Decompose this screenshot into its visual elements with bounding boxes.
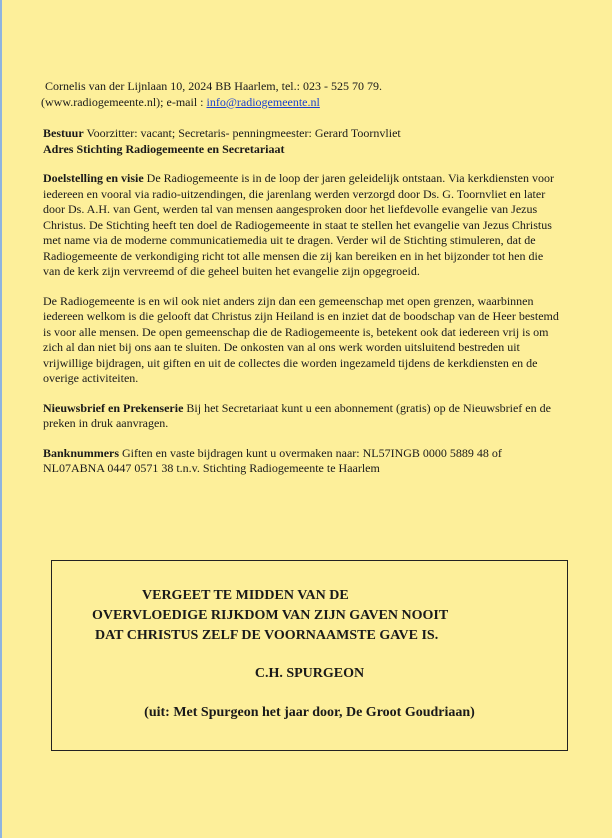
email-link[interactable]: info@radiogemeente.nl	[206, 94, 320, 109]
doelstelling-text: De Radiogemeente is in de loop der jaren geleidelijk ontstaan. Via kerkdiensten voor iedereen en vooral via radio-uitzendingen, die jarenlang werden verzorgd door Ds. G. Toornvliet en later door Ds. A.H. van Gent, werden tal van mensen aangesproken door het liefdevolle evangelie van Jezus Christus. De Stichting heeft ten doel de Radiogemeente in staat te stellen het evangelie van Jezus Christus met name via de moderne communicatiemedia uit te dragen. Verder wil de Stichting stimuleren, dat de Radiogemeente de verkondiging richt tot alle mensen die zij kan bereiken en in het bijzonder tot hen die van de kerk zijn vervreemd of die geheel buiten het evangelie zijn opgegroeid.	[43, 171, 554, 278]
bank-section	[43, 446, 563, 477]
gemeenschap-section	[43, 294, 563, 387]
quote-author: C.H. SPURGEON	[254, 666, 365, 681]
doelstelling-label: Doelstelling en visie	[43, 171, 144, 185]
bank-label: Banknummers	[43, 445, 120, 460]
address-line	[43, 79, 563, 95]
nieuwsbrief-label: Nieuwsbrief en Prekenserie	[43, 400, 184, 415]
document-body	[43, 79, 563, 477]
nieuwsbrief-section	[43, 401, 563, 432]
quote-line-3: DAT CHRISTUS ZELF DE VOORNAAMSTE GAVE IS.	[95, 628, 439, 643]
quote-line-2: OVERVLOEDIGE RIJKDOM VAN ZIJN GAVEN NOOIT	[92, 608, 449, 623]
doelstelling-section	[43, 171, 563, 280]
web-email-line	[41, 95, 563, 111]
nieuwsbrief-text: Bij het Secretariaat kunt u een abonnement (gratis) op de Nieuwsbrief en de preken in druk aanvragen.	[43, 400, 551, 430]
quote-box	[51, 560, 568, 751]
quote-source: (uit: Met Spurgeon het jaar door, De Groot Goudriaan)	[144, 705, 475, 720]
bestuur-text: Voorzitter: vacant; Secretaris- penningmeester: Gerard Toornvliet	[83, 126, 401, 140]
quote-line-1: VERGEET TE MIDDEN VAN DE	[142, 588, 349, 603]
bank-text: Giften en vaste bijdragen kunt u overmaken naar: NL57INGB 0000 5889 48 of NL07ABNA 0447 0571 38 t.n.v. Stichting Radiogemeente te Haarlem	[43, 445, 502, 475]
website-text: (www.radiogemeente.nl); e-mail :	[41, 94, 207, 109]
address-text: Cornelis van der Lijnlaan 10, 2024 BB Haarlem, tel.: 023 - 525 70 79.	[45, 79, 382, 93]
bestuur-section	[43, 126, 563, 157]
adres-heading: Adres Stichting Radiogemeente en Secretariaat	[43, 141, 285, 156]
window-border	[0, 0, 2, 838]
gemeenschap-text: De Radiogemeente is en wil ook niet anders zijn dan een gemeenschap met open grenzen, waarbinnen iedereen welkom is die gelooft dat Christus zijn Heiland is en inziet dat de boodschap van de Heer bestemd is voor alle mensen. De open gemeenschap die de Radiogemeente is, betekent ook dat iedereen vrij is om zich al dan niet bij ons aan te sluiten. De onkosten van al ons werk worden uitsluitend bestreden uit vrijwillige bijdragen, uit giften en uit de collectes die worden ingezameld tijdens de kerkdiensten en de overige activiteiten.	[43, 293, 559, 385]
bestuur-label: Bestuur	[43, 126, 84, 140]
